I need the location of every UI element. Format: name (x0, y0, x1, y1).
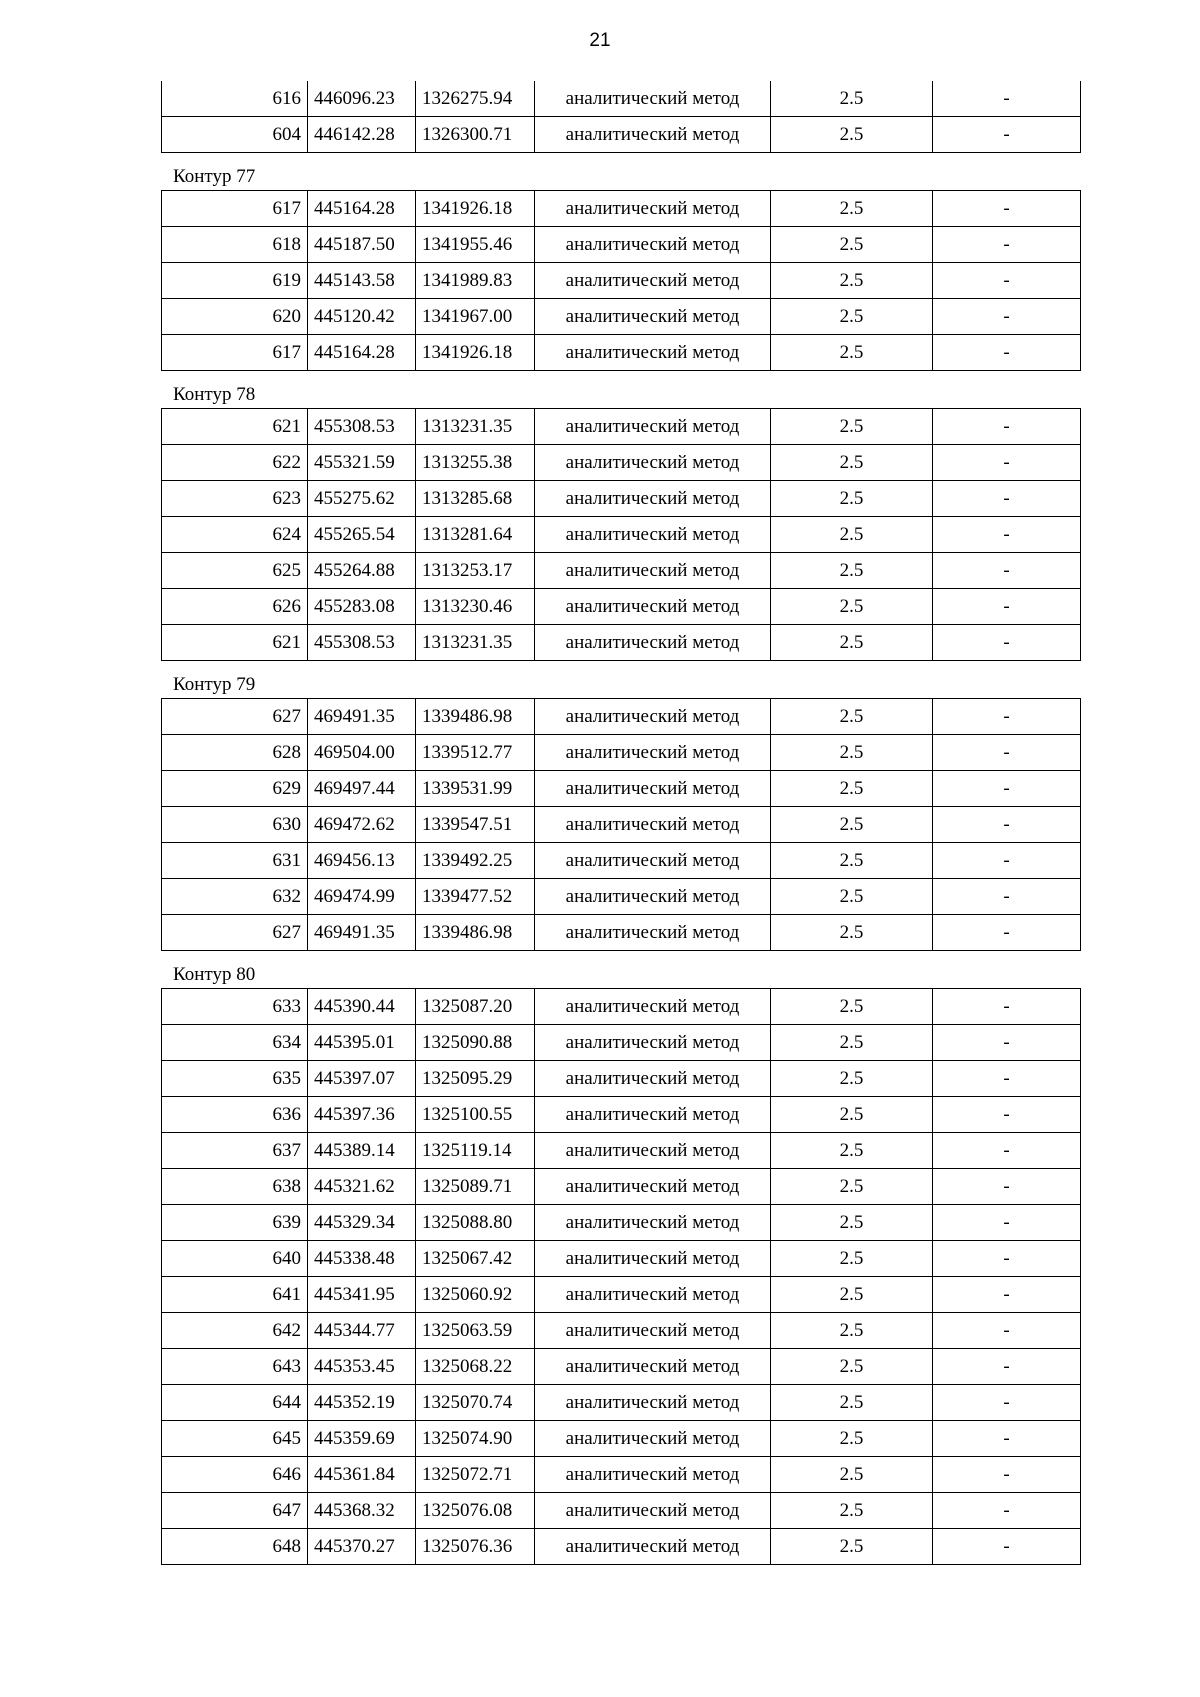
note-cell: - (933, 589, 1081, 625)
table-row (162, 191, 1081, 227)
method-cell: аналитический метод (535, 445, 771, 481)
y-coordinate-cell: 1341926.18 (416, 191, 535, 227)
point-number-cell: 645 (162, 1421, 308, 1457)
x-coordinate-cell: 469497.44 (308, 771, 416, 807)
x-coordinate-cell: 445329.34 (308, 1205, 416, 1241)
point-number-cell: 627 (162, 699, 308, 735)
y-coordinate-cell: 1313255.38 (416, 445, 535, 481)
x-coordinate-cell: 445120.42 (308, 299, 416, 335)
note-cell: - (933, 481, 1081, 517)
x-coordinate-cell: 445368.32 (308, 1493, 416, 1529)
y-coordinate-cell: 1325095.29 (416, 1061, 535, 1097)
point-number-cell: 620 (162, 299, 308, 335)
y-coordinate-cell: 1313253.17 (416, 553, 535, 589)
x-coordinate-cell: 445352.19 (308, 1385, 416, 1421)
point-number-cell: 641 (162, 1277, 308, 1313)
y-coordinate-cell: 1326300.71 (416, 117, 535, 153)
table-row (162, 735, 1081, 771)
note-cell: - (933, 81, 1081, 117)
note-cell: - (933, 263, 1081, 299)
table-row (162, 517, 1081, 553)
y-coordinate-cell: 1341955.46 (416, 227, 535, 263)
y-coordinate-cell: 1339512.77 (416, 735, 535, 771)
table-row (162, 1205, 1081, 1241)
note-cell: - (933, 735, 1081, 771)
point-number-cell: 638 (162, 1169, 308, 1205)
point-number-cell: 624 (162, 517, 308, 553)
note-cell: - (933, 625, 1081, 661)
x-coordinate-cell: 455265.54 (308, 517, 416, 553)
x-coordinate-cell: 469456.13 (308, 843, 416, 879)
accuracy-cell: 2.5 (771, 481, 933, 517)
note-cell: - (933, 699, 1081, 735)
accuracy-cell: 2.5 (771, 299, 933, 335)
y-coordinate-cell: 1325089.71 (416, 1169, 535, 1205)
table-row (162, 699, 1081, 735)
contour-section (161, 153, 1080, 371)
x-coordinate-cell: 445344.77 (308, 1313, 416, 1349)
method-cell: аналитический метод (535, 1277, 771, 1313)
note-cell: - (933, 409, 1081, 445)
point-number-cell: 646 (162, 1457, 308, 1493)
accuracy-cell: 2.5 (771, 117, 933, 153)
method-cell: аналитический метод (535, 625, 771, 661)
y-coordinate-cell: 1325068.22 (416, 1349, 535, 1385)
x-coordinate-cell: 445353.45 (308, 1349, 416, 1385)
point-number-cell: 635 (162, 1061, 308, 1097)
x-coordinate-cell: 469504.00 (308, 735, 416, 771)
table-row (162, 1241, 1081, 1277)
accuracy-cell: 2.5 (771, 989, 933, 1025)
x-coordinate-cell: 455283.08 (308, 589, 416, 625)
accuracy-cell: 2.5 (771, 1385, 933, 1421)
point-number-cell: 619 (162, 263, 308, 299)
note-cell: - (933, 517, 1081, 553)
y-coordinate-cell: 1325060.92 (416, 1277, 535, 1313)
accuracy-cell: 2.5 (771, 1169, 933, 1205)
note-cell: - (933, 1421, 1081, 1457)
note-cell: - (933, 1061, 1081, 1097)
note-cell: - (933, 1457, 1081, 1493)
contour-title: Контур 77 (173, 166, 256, 187)
x-coordinate-cell: 445397.36 (308, 1097, 416, 1133)
contour-section (161, 661, 1080, 951)
x-coordinate-cell: 455275.62 (308, 481, 416, 517)
x-coordinate-cell: 445390.44 (308, 989, 416, 1025)
y-coordinate-cell: 1313230.46 (416, 589, 535, 625)
x-coordinate-cell: 469472.62 (308, 807, 416, 843)
table-row (162, 1385, 1081, 1421)
method-cell: аналитический метод (535, 771, 771, 807)
point-number-cell: 618 (162, 227, 308, 263)
table-row (162, 989, 1081, 1025)
table-row (162, 1493, 1081, 1529)
table-row (162, 1421, 1081, 1457)
accuracy-cell: 2.5 (771, 1133, 933, 1169)
y-coordinate-cell: 1325074.90 (416, 1421, 535, 1457)
accuracy-cell: 2.5 (771, 1241, 933, 1277)
method-cell: аналитический метод (535, 191, 771, 227)
table-row (162, 1313, 1081, 1349)
table-row (162, 227, 1081, 263)
contour-section (161, 81, 1080, 153)
y-coordinate-cell: 1325063.59 (416, 1313, 535, 1349)
table-row (162, 409, 1081, 445)
table-row (162, 1349, 1081, 1385)
table-row (162, 299, 1081, 335)
table-row (162, 117, 1081, 153)
note-cell: - (933, 1385, 1081, 1421)
x-coordinate-cell: 455308.53 (308, 409, 416, 445)
point-number-cell: 642 (162, 1313, 308, 1349)
note-cell: - (933, 1169, 1081, 1205)
x-coordinate-cell: 445338.48 (308, 1241, 416, 1277)
point-number-cell: 621 (162, 409, 308, 445)
x-coordinate-cell: 445370.27 (308, 1529, 416, 1565)
method-cell: аналитический метод (535, 735, 771, 771)
point-number-cell: 636 (162, 1097, 308, 1133)
table-row (162, 81, 1081, 117)
method-cell: аналитический метод (535, 807, 771, 843)
point-number-cell: 648 (162, 1529, 308, 1565)
contour-title: Контур 78 (173, 384, 256, 405)
y-coordinate-cell: 1313231.35 (416, 409, 535, 445)
table-row (162, 807, 1081, 843)
method-cell: аналитический метод (535, 299, 771, 335)
note-cell: - (933, 1349, 1081, 1385)
note-cell: - (933, 807, 1081, 843)
contour-title: Контур 79 (173, 674, 256, 695)
point-number-cell: 639 (162, 1205, 308, 1241)
point-number-cell: 647 (162, 1493, 308, 1529)
accuracy-cell: 2.5 (771, 1421, 933, 1457)
accuracy-cell: 2.5 (771, 409, 933, 445)
y-coordinate-cell: 1325100.55 (416, 1097, 535, 1133)
method-cell: аналитический метод (535, 263, 771, 299)
note-cell: - (933, 989, 1081, 1025)
table-row (162, 1457, 1081, 1493)
accuracy-cell: 2.5 (771, 191, 933, 227)
note-cell: - (933, 915, 1081, 951)
accuracy-cell: 2.5 (771, 735, 933, 771)
method-cell: аналитический метод (535, 1097, 771, 1133)
x-coordinate-cell: 445341.95 (308, 1277, 416, 1313)
point-number-cell: 644 (162, 1385, 308, 1421)
y-coordinate-cell: 1325067.42 (416, 1241, 535, 1277)
y-coordinate-cell: 1339486.98 (416, 915, 535, 951)
note-cell: - (933, 1529, 1081, 1565)
method-cell: аналитический метод (535, 409, 771, 445)
y-coordinate-cell: 1339531.99 (416, 771, 535, 807)
note-cell: - (933, 335, 1081, 371)
method-cell: аналитический метод (535, 1169, 771, 1205)
y-coordinate-cell: 1313231.35 (416, 625, 535, 661)
table-row (162, 879, 1081, 915)
method-cell: аналитический метод (535, 843, 771, 879)
table-row (162, 1025, 1081, 1061)
y-coordinate-cell: 1341967.00 (416, 299, 535, 335)
method-cell: аналитический метод (535, 1313, 771, 1349)
accuracy-cell: 2.5 (771, 1313, 933, 1349)
x-coordinate-cell: 445361.84 (308, 1457, 416, 1493)
point-number-cell: 631 (162, 843, 308, 879)
y-coordinate-cell: 1341989.83 (416, 263, 535, 299)
note-cell: - (933, 1097, 1081, 1133)
point-number-cell: 623 (162, 481, 308, 517)
table-row (162, 771, 1081, 807)
accuracy-cell: 2.5 (771, 1349, 933, 1385)
accuracy-cell: 2.5 (771, 699, 933, 735)
method-cell: аналитический метод (535, 1133, 771, 1169)
table-row (162, 1277, 1081, 1313)
x-coordinate-cell: 469474.99 (308, 879, 416, 915)
x-coordinate-cell: 446096.23 (308, 81, 416, 117)
point-number-cell: 634 (162, 1025, 308, 1061)
note-cell: - (933, 843, 1081, 879)
x-coordinate-cell: 445187.50 (308, 227, 416, 263)
contour-title: Контур 80 (173, 964, 256, 985)
table-row (162, 915, 1081, 951)
table-row (162, 481, 1081, 517)
y-coordinate-cell: 1325090.88 (416, 1025, 535, 1061)
point-number-cell: 633 (162, 989, 308, 1025)
point-number-cell: 625 (162, 553, 308, 589)
note-cell: - (933, 1025, 1081, 1061)
accuracy-cell: 2.5 (771, 1025, 933, 1061)
table-row (162, 553, 1081, 589)
method-cell: аналитический метод (535, 1205, 771, 1241)
method-cell: аналитический метод (535, 1349, 771, 1385)
method-cell: аналитический метод (535, 1385, 771, 1421)
note-cell: - (933, 1493, 1081, 1529)
y-coordinate-cell: 1325076.36 (416, 1529, 535, 1565)
accuracy-cell: 2.5 (771, 1097, 933, 1133)
note-cell: - (933, 1313, 1081, 1349)
note-cell: - (933, 117, 1081, 153)
note-cell: - (933, 771, 1081, 807)
note-cell: - (933, 191, 1081, 227)
table-row (162, 1529, 1081, 1565)
method-cell: аналитический метод (535, 1421, 771, 1457)
accuracy-cell: 2.5 (771, 1457, 933, 1493)
coordinates-table (161, 698, 1081, 951)
table-row (162, 589, 1081, 625)
accuracy-cell: 2.5 (771, 335, 933, 371)
point-number-cell: 628 (162, 735, 308, 771)
accuracy-cell: 2.5 (771, 1205, 933, 1241)
method-cell: аналитический метод (535, 117, 771, 153)
page-number: 21 (589, 30, 611, 51)
method-cell: аналитический метод (535, 1493, 771, 1529)
accuracy-cell: 2.5 (771, 1529, 933, 1565)
y-coordinate-cell: 1313285.68 (416, 481, 535, 517)
y-coordinate-cell: 1325070.74 (416, 1385, 535, 1421)
method-cell: аналитический метод (535, 335, 771, 371)
point-number-cell: 629 (162, 771, 308, 807)
y-coordinate-cell: 1325076.08 (416, 1493, 535, 1529)
y-coordinate-cell: 1339477.52 (416, 879, 535, 915)
y-coordinate-cell: 1341926.18 (416, 335, 535, 371)
x-coordinate-cell: 445395.01 (308, 1025, 416, 1061)
x-coordinate-cell: 455308.53 (308, 625, 416, 661)
point-number-cell: 617 (162, 335, 308, 371)
method-cell: аналитический метод (535, 481, 771, 517)
method-cell: аналитический метод (535, 1025, 771, 1061)
note-cell: - (933, 1205, 1081, 1241)
accuracy-cell: 2.5 (771, 445, 933, 481)
table-row (162, 263, 1081, 299)
method-cell: аналитический метод (535, 699, 771, 735)
accuracy-cell: 2.5 (771, 1277, 933, 1313)
x-coordinate-cell: 445359.69 (308, 1421, 416, 1457)
method-cell: аналитический метод (535, 1061, 771, 1097)
table-row (162, 1133, 1081, 1169)
x-coordinate-cell: 455264.88 (308, 553, 416, 589)
note-cell: - (933, 227, 1081, 263)
table-row (162, 335, 1081, 371)
y-coordinate-cell: 1339486.98 (416, 699, 535, 735)
table-row (162, 1169, 1081, 1205)
method-cell: аналитический метод (535, 553, 771, 589)
x-coordinate-cell: 469491.35 (308, 915, 416, 951)
method-cell: аналитический метод (535, 1457, 771, 1493)
coordinates-table (161, 408, 1081, 661)
table-row (162, 843, 1081, 879)
document-body (161, 81, 1080, 1565)
method-cell: аналитический метод (535, 517, 771, 553)
coordinates-table (161, 988, 1081, 1565)
point-number-cell: 616 (162, 81, 308, 117)
x-coordinate-cell: 455321.59 (308, 445, 416, 481)
coordinates-table (161, 190, 1081, 371)
y-coordinate-cell: 1313281.64 (416, 517, 535, 553)
y-coordinate-cell: 1325119.14 (416, 1133, 535, 1169)
x-coordinate-cell: 469491.35 (308, 699, 416, 735)
y-coordinate-cell: 1326275.94 (416, 81, 535, 117)
x-coordinate-cell: 446142.28 (308, 117, 416, 153)
accuracy-cell: 2.5 (771, 771, 933, 807)
note-cell: - (933, 1241, 1081, 1277)
x-coordinate-cell: 445164.28 (308, 335, 416, 371)
point-number-cell: 640 (162, 1241, 308, 1277)
accuracy-cell: 2.5 (771, 553, 933, 589)
accuracy-cell: 2.5 (771, 517, 933, 553)
accuracy-cell: 2.5 (771, 589, 933, 625)
note-cell: - (933, 445, 1081, 481)
note-cell: - (933, 879, 1081, 915)
y-coordinate-cell: 1325072.71 (416, 1457, 535, 1493)
y-coordinate-cell: 1339492.25 (416, 843, 535, 879)
point-number-cell: 604 (162, 117, 308, 153)
method-cell: аналитический метод (535, 879, 771, 915)
point-number-cell: 617 (162, 191, 308, 227)
point-number-cell: 632 (162, 879, 308, 915)
y-coordinate-cell: 1325087.20 (416, 989, 535, 1025)
contour-section (161, 371, 1080, 661)
x-coordinate-cell: 445397.07 (308, 1061, 416, 1097)
table-row (162, 625, 1081, 661)
method-cell: аналитический метод (535, 1529, 771, 1565)
table-row (162, 445, 1081, 481)
method-cell: аналитический метод (535, 989, 771, 1025)
table-row (162, 1061, 1081, 1097)
point-number-cell: 627 (162, 915, 308, 951)
method-cell: аналитический метод (535, 915, 771, 951)
point-number-cell: 643 (162, 1349, 308, 1385)
accuracy-cell: 2.5 (771, 843, 933, 879)
coordinates-table (161, 81, 1081, 153)
accuracy-cell: 2.5 (771, 1061, 933, 1097)
accuracy-cell: 2.5 (771, 625, 933, 661)
y-coordinate-cell: 1339547.51 (416, 807, 535, 843)
point-number-cell: 626 (162, 589, 308, 625)
x-coordinate-cell: 445321.62 (308, 1169, 416, 1205)
accuracy-cell: 2.5 (771, 263, 933, 299)
accuracy-cell: 2.5 (771, 1493, 933, 1529)
accuracy-cell: 2.5 (771, 81, 933, 117)
note-cell: - (933, 299, 1081, 335)
note-cell: - (933, 1277, 1081, 1313)
table-row (162, 1097, 1081, 1133)
accuracy-cell: 2.5 (771, 879, 933, 915)
note-cell: - (933, 1133, 1081, 1169)
accuracy-cell: 2.5 (771, 807, 933, 843)
accuracy-cell: 2.5 (771, 915, 933, 951)
method-cell: аналитический метод (535, 1241, 771, 1277)
note-cell: - (933, 553, 1081, 589)
point-number-cell: 630 (162, 807, 308, 843)
contour-section (161, 951, 1080, 1565)
method-cell: аналитический метод (535, 227, 771, 263)
point-number-cell: 621 (162, 625, 308, 661)
accuracy-cell: 2.5 (771, 227, 933, 263)
point-number-cell: 637 (162, 1133, 308, 1169)
x-coordinate-cell: 445389.14 (308, 1133, 416, 1169)
x-coordinate-cell: 445164.28 (308, 191, 416, 227)
y-coordinate-cell: 1325088.80 (416, 1205, 535, 1241)
method-cell: аналитический метод (535, 589, 771, 625)
method-cell: аналитический метод (535, 81, 771, 117)
x-coordinate-cell: 445143.58 (308, 263, 416, 299)
point-number-cell: 622 (162, 445, 308, 481)
